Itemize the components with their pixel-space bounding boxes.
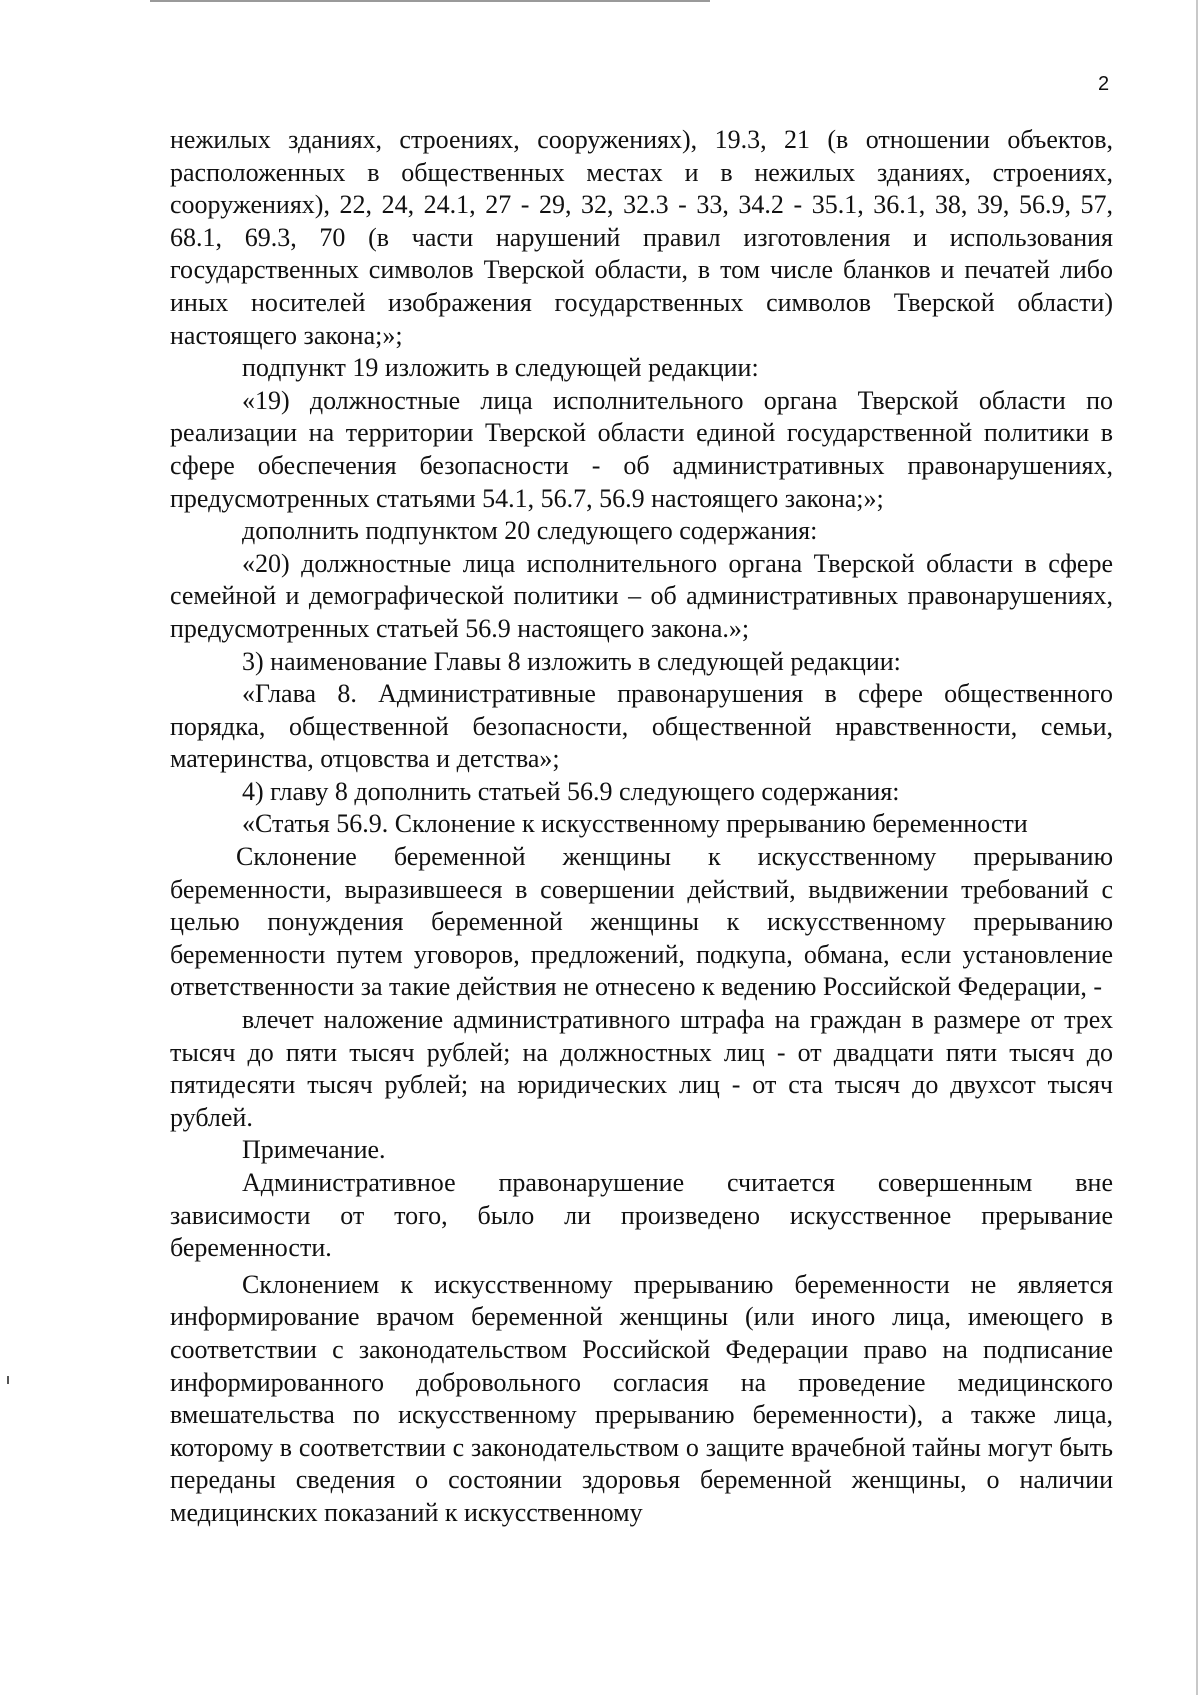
paragraph: подпункт 19 изложить в следующей редакции: [242, 353, 759, 383]
paragraph: «20) должностные лица исполнительного органа Тверской области в сфере семейной и демографической политики – об административных правонарушениях, предусмотренных статьей 56.9 настоящего закона.»; [170, 548, 1113, 643]
paragraph: 3) наименование Главы 8 изложить в следующей редакции: [242, 646, 901, 676]
document-body [170, 124, 1113, 1530]
scan-edge-top [150, 0, 710, 2]
paragraph: «19) должностные лица исполнительного органа Тверской области по реализации на территории Тверской области единой государственной политики в сфере обеспечения безопасности - об административных правонарушениях, предусмотренных статьями 54.1, 56.7, 56.9 настоящего закона;»; [170, 385, 1113, 513]
paragraph: Склонением к искусственному прерыванию беременности не является информирование врачом беременной женщины (или иного лица, имеющего в соответствии с законодательством Российской Федерации право на подписание информированного добровольного согласия на проведение медицинского вмешательства по искусственному прерыванию беременности), а также лица, которому в соответствии с законодательством о защите врачебной тайны могут быть переданы сведения о состоянии здоровья беременной женщины, о наличии медицинских показаний к искусственному [170, 1269, 1113, 1527]
article-heading: «Статья 56.9. Склонение к искусственному прерыванию беременности [242, 809, 1028, 839]
paragraph: 4) главу 8 дополнить статьей 56.9 следующего содержания: [242, 776, 900, 806]
paragraph: дополнить подпунктом 20 следующего содержания: [242, 516, 818, 546]
paragraph: влечет наложение административного штрафа на граждан в размере от трех тысяч до пяти тысяч рублей; на должностных лиц - от двадцати пяти тысяч до пятидесяти тысяч рублей; на юридических лиц - от ста тысяч до двухсот тысяч рублей. [170, 1005, 1113, 1132]
page-number: 2 [1098, 73, 1110, 95]
paragraph: «Глава 8. Административные правонарушения в сфере общественного порядка, общественной безопасности, общественной нравственности, семьи, материнства, отцовства и детства»; [170, 679, 1113, 774]
scan-edge-right [1196, 0, 1198, 1695]
note-heading: Примечание. [242, 1135, 386, 1165]
paragraph: Склонение беременной женщины к искусственному прерыванию беременности, выразившееся в совершении действий, выдвижении требований с целью понуждения беременной женщины к искусственному прерыванию беременности путем уговоров, предложений, подкупа, обмана, если установление ответственности за такие действия не отнесено к ведению Российской Федерации, - [170, 842, 1113, 1002]
scan-artifact [7, 1376, 9, 1384]
paragraph: нежилых зданиях, строениях, сооружениях), 19.3, 21 (в отношении объектов, расположенных в общественных местах и в нежилых зданиях, строениях, сооружениях), 22, 24, 24.1, 27 - 29, 32, 32.3 - 33, 34.2 - 35.1, 36.1, 38, 39, 56.9, 57, 68.1, 69.3, 70 (в части нарушений правил изготовления и использования государственных символов Тверской области, в том числе бланков и печатей либо иных носителей изображения государственных символов Тверской области) настоящего закона;»; [170, 125, 1113, 350]
paragraph: Административное правонарушение считается совершенным вне зависимости от того, было ли произведено искусственное прерывание беременности. [170, 1168, 1113, 1263]
